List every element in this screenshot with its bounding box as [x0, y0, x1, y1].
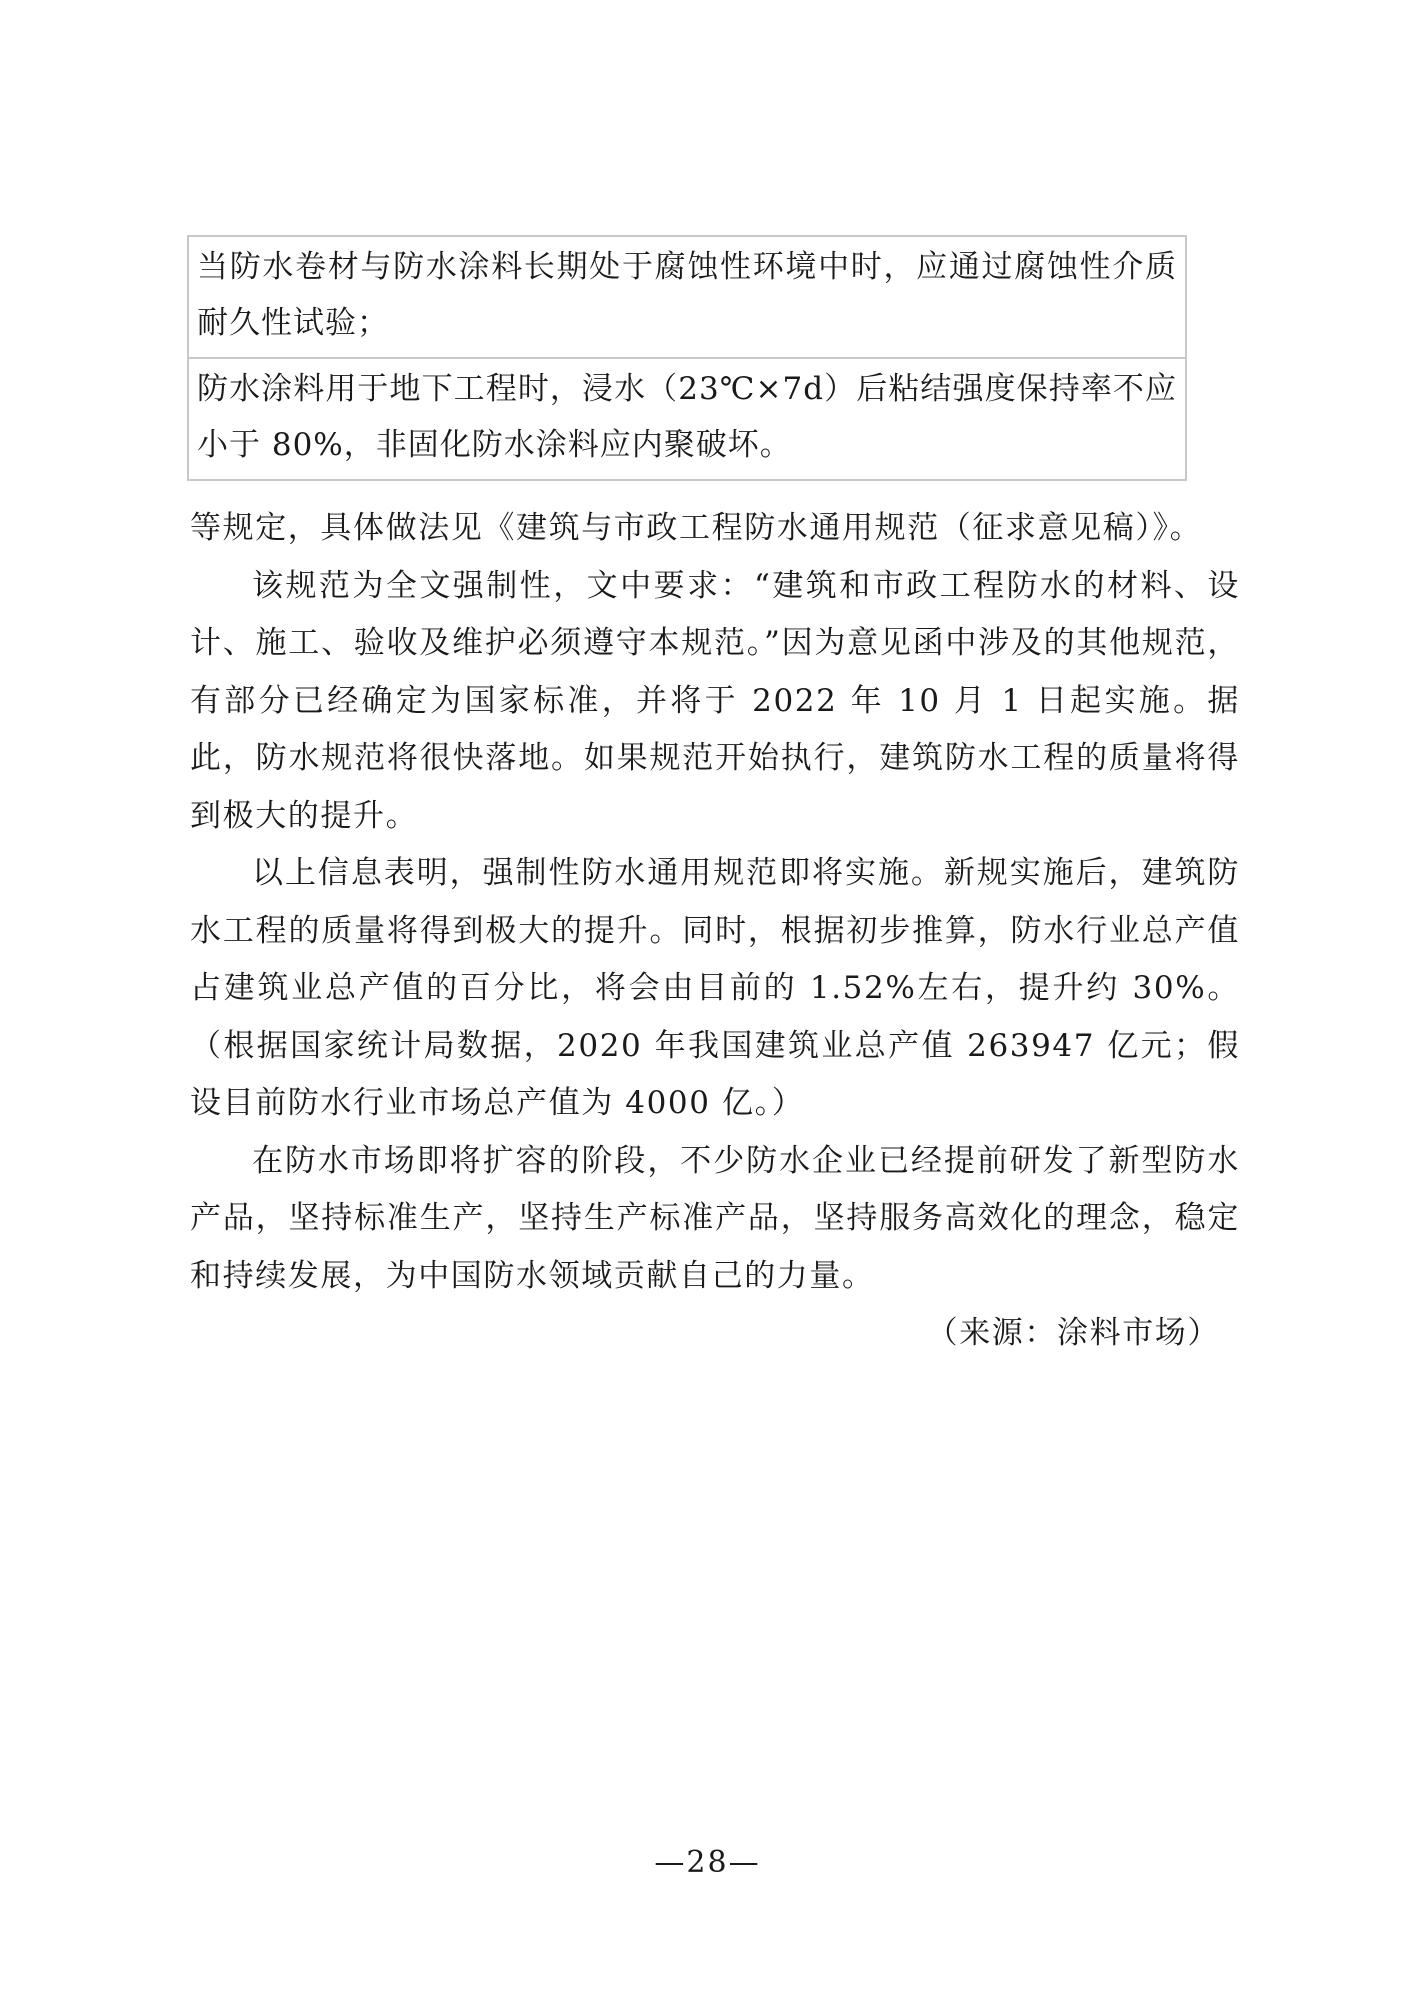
article-body — [190, 500, 1240, 1363]
requirements-table — [187, 235, 1187, 481]
paragraph-continuation: 等规定，具体做法见《建筑与市政工程防水通用规范（征求意见稿）》。 — [190, 510, 1203, 546]
table-cell: 防水涂料用于地下工程时，浸水（23℃×7d）后粘结强度保持率不应小于 80%，非固化防水涂料应内聚破坏。 — [188, 358, 1186, 480]
paragraph: 该规范为全文强制性，文中要求：“建筑和市政工程防水的材料、设计、施工、验收及维护必须遵守本规范。”因为意见函中涉及的其他规范，有部分已经确定为国家标准，并将于 2022 年 10 月 1 日起实施。据此，防水规范将很快落地。如果规范开始执行，建筑防水工程的质量将得到极大的提升。 — [190, 567, 1240, 834]
page-number: —28— — [654, 1845, 761, 1880]
paragraph: 在防水市场即将扩容的阶段，不少防水企业已经提前研发了新型防水产品，坚持标准生产，坚持生产标准产品，坚持服务高效化的理念，稳定和持续发展，为中国防水领域贡献自己的力量。 — [190, 1142, 1240, 1294]
table-cell: 当防水卷材与防水涂料长期处于腐蚀性环境中时，应通过腐蚀性介质耐久性试验； — [188, 236, 1186, 358]
paragraph: 以上信息表明，强制性防水通用规范即将实施。新规实施后，建筑防水工程的质量将得到极大的提升。同时，根据初步推算，防水行业总产值占建筑业总产值的百分比，将会由目前的 1.52%左右，提升约 30%。（根据国家统计局数据，2020 年我国建筑业总产值 263947 亿元；假设目前防水行业市场总产值为 4000 亿。） — [190, 855, 1240, 1121]
table-row — [188, 358, 1186, 480]
source-attribution: （来源：涂料市场） — [926, 1315, 1220, 1351]
table-row — [188, 236, 1186, 358]
